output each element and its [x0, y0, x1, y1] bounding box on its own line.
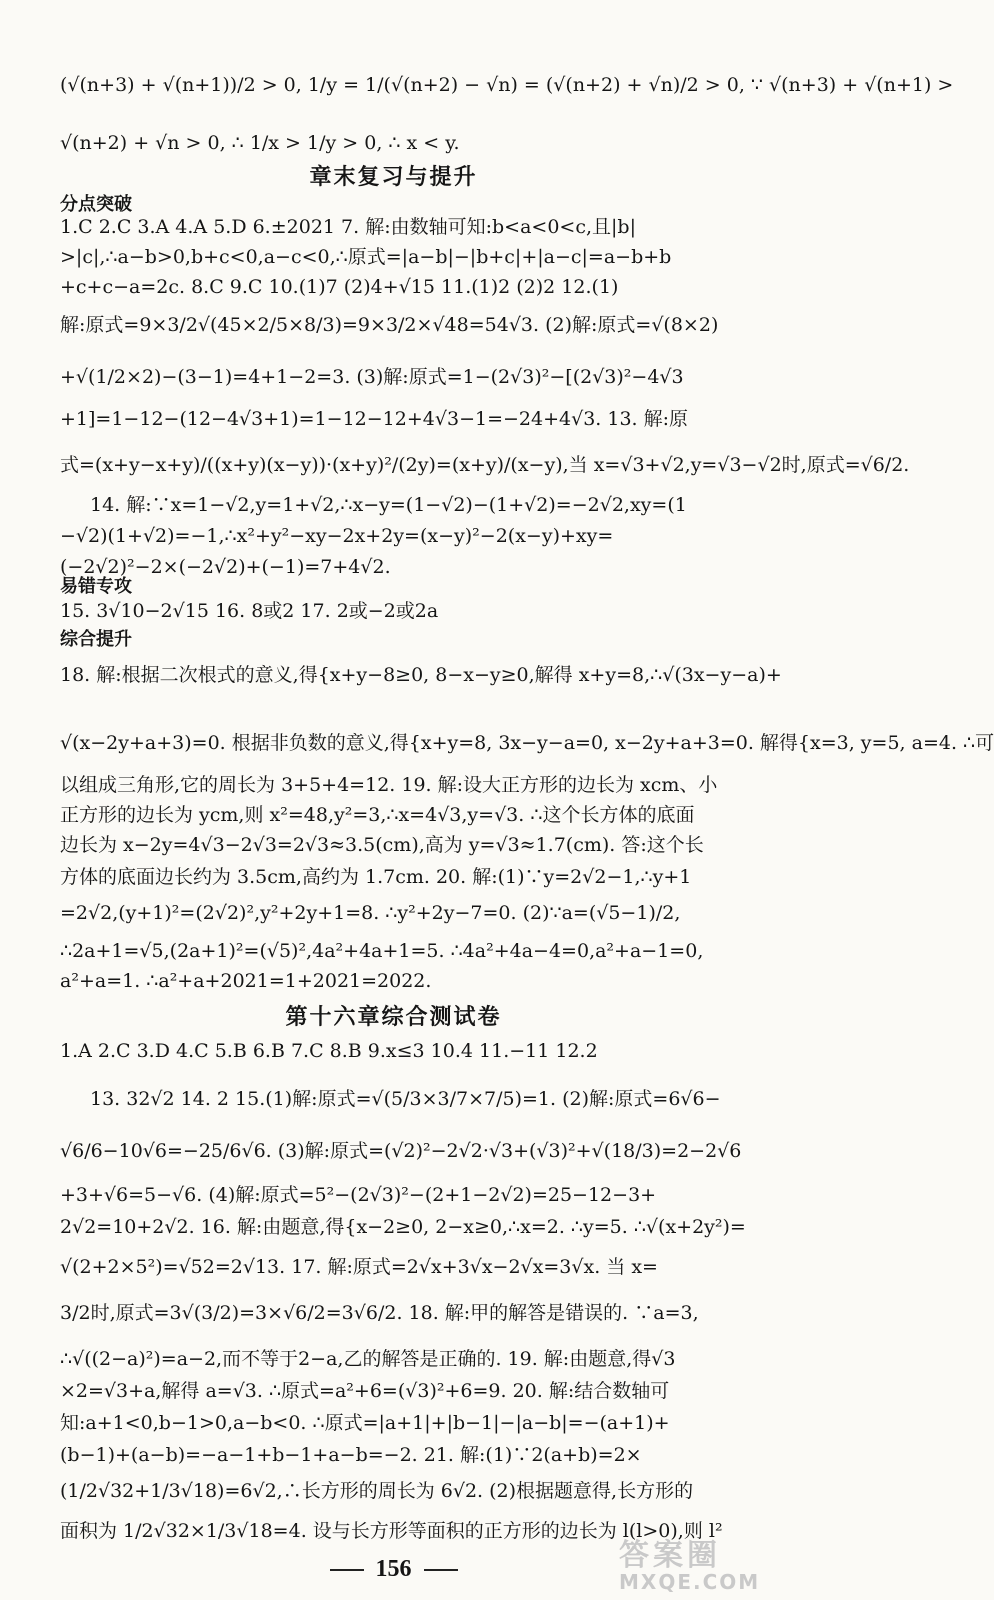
text-line: ∴√((2−a)²)=a−2,而不等于2−a,乙的解答是正确的. 19. 解:由题意,得√3 [60, 1348, 676, 1370]
text-line: 以组成三角形,它的周长为 3+5+4=12. 19. 解:设大正方形的边长为 xcm、小 [60, 774, 718, 796]
text-line: +√(1/2×2)−(3−1)=4+1−2=3. (3)解:原式=1−(2√3)²−[(2√3)²−4√3 [60, 366, 684, 388]
text-line: 1.A 2.C 3.D 4.C 5.B 6.B 7.C 8.B 9.x≤3 10.4 11.−11 12.2 [60, 1040, 598, 1062]
text-line: 18. 解:根据二次根式的意义,得{x+y−8≥0, 8−x−y≥0,解得 x+y=8,∴√(3x−y−a)+ [60, 664, 782, 686]
text-line: 13. 32√2 14. 2 15.(1)解:原式=√(5/3×3/7×7/5)=1. (2)解:原式=6√6− [90, 1088, 721, 1110]
section-heading: 章末复习与提升 [309, 164, 478, 190]
watermark-logo [619, 1530, 769, 1594]
dash-right [424, 1569, 458, 1571]
text-line: 方体的底面边长约为 3.5cm,高约为 1.7cm. 20. 解:(1)∵y=2√2−1,∴y+1 [60, 866, 692, 888]
text-line: ∴2a+1=√5,(2a+1)²=(√5)²,4a²+4a+1=5. ∴4a²+4a−4=0,a²+a−1=0, [60, 940, 704, 962]
text-line: +c+c−a=2c. 8.C 9.C 10.(1)7 (2)4+√15 11.(1)2 (2)2 12.(1) [60, 276, 619, 298]
text-line: 正方形的边长为 ycm,则 x²=48,y²=3,∴x=4√3,y=√3. ∴这个长方体的底面 [60, 804, 695, 826]
watermark-top: 答案圈 [619, 1538, 721, 1573]
text-line: (−2√2)²−2×(−2√2)+(−1)=7+4√2. [60, 556, 391, 578]
dash-left [330, 1569, 364, 1571]
text-line: 3/2时,原式=3√(3/2)=3×√6/2=3√6/2. 18. 解:甲的解答是错误的. ∵a=3, [60, 1302, 699, 1324]
text-line: 解:原式=9×3/2√(45×2/5×8/3)=9×3/2×√48=54√3. (2)解:原式=√(8×2) [60, 314, 719, 336]
text-line: √(n+2) + √n > 0, ∴ 1/x > 1/y > 0, ∴ x < y. [60, 132, 460, 154]
text-line: −√2)(1+√2)=−1,∴x²+y²−xy−2x+2y=(x−y)²−2(x−y)+xy= [60, 525, 614, 547]
text-line: 15. 3√10−2√15 16. 8或2 17. 2或−2或2a [60, 600, 439, 622]
text-line: (1/2√32+1/3√18)=6√2,∴长方形的周长为 6√2. (2)根据题意得,长方形的 [60, 1480, 694, 1502]
text-line: >|c|,∴a−b>0,b+c<0,a−c<0,∴原式=|a−b|−|b+c|+|a−c|=a−b+b [60, 246, 672, 268]
text-line: 知:a+1<0,b−1>0,a−b<0. ∴原式=|a+1|+|b−1|−|a−b|=−(a+1)+ [60, 1412, 670, 1434]
text-line: √(2+2×5²)=√52=2√13. 17. 解:原式=2√x+3√x−2√x=3√x. 当 x= [60, 1256, 658, 1278]
text-line: √6/6−10√6=−25/6√6. (3)解:原式=(√2)²−2√2·√3+(√3)²+√(18/3)=2−2√6 [60, 1140, 742, 1162]
text-line: 14. 解:∵x=1−√2,y=1+√2,∴x−y=(1−√2)−(1+√2)=−2√2,xy=(1 [90, 494, 687, 516]
text-line: √(x−2y+a+3)=0. 根据非负数的意义,得{x+y=8, 3x−y−a=0, x−2y+a+3=0. 解得{x=3, y=5, a=4. ∴可 [60, 732, 994, 754]
text-line: 面积为 1/2√32×1/3√18=4. 设与长方形等面积的正方形的边长为 l(l>0),则 l² [60, 1520, 723, 1542]
watermark-bottom: MXQE.COM [619, 1570, 761, 1594]
subsection-title: 综合提升 [60, 629, 132, 650]
text-line: =2√2,(y+1)²=(2√2)²,y²+2y+1=8. ∴y²+2y−7=0. (2)∵a=(√5−1)/2, [60, 902, 681, 924]
text-line: ×2=√3+a,解得 a=√3. ∴原式=a²+6=(√3)²+6=9. 20. 解:结合数轴可 [60, 1380, 670, 1402]
text-line: 式=(x+y−x+y)/((x+y)(x−y))·(x+y)²/(2y)=(x+y)/(x−y),当 x=√3+√2,y=√3−√2时,原式=√6/2. [60, 454, 910, 476]
page-number-value: 156 [375, 1556, 412, 1582]
subsection-title: 易错专攻 [60, 576, 132, 597]
text-line: 边长为 x−2y=4√3−2√3=2√3≈3.5(cm),高为 y=√3≈1.7(cm). 答:这个长 [60, 834, 704, 856]
text-line: +3+√6=5−√6. (4)解:原式=5²−(2√3)²−(2+1−2√2)=25−12−3+ [60, 1184, 657, 1206]
subsection-title: 分点突破 [60, 194, 132, 215]
text-line: (√(n+3) + √(n+1))/2 > 0, 1/y = 1/(√(n+2) − √n) = (√(n+2) + √n)/2 > 0, ∵ √(n+3) + √(n+1) > [60, 74, 954, 96]
section-heading: 第十六章综合测试卷 [285, 1004, 502, 1030]
text-line: +1]=1−12−(12−4√3+1)=1−12−12+4√3−1=−24+4√3. 13. 解:原 [60, 408, 689, 430]
text-line: 2√2=10+2√2. 16. 解:由题意,得{x−2≥0, 2−x≥0,∴x=2. ∴y=5. ∴√(x+2y²)= [60, 1216, 746, 1238]
text-line: a²+a=1. ∴a²+a+2021=1+2021=2022. [60, 970, 432, 992]
text-line: (b−1)+(a−b)=−a−1+b−1+a−b=−2. 21. 解:(1)∵2(a+b)=2× [60, 1444, 642, 1466]
text-line: 1.C 2.C 3.A 4.A 5.D 6.±2021 7. 解:由数轴可知:b<a<0<c,且|b| [60, 216, 636, 238]
